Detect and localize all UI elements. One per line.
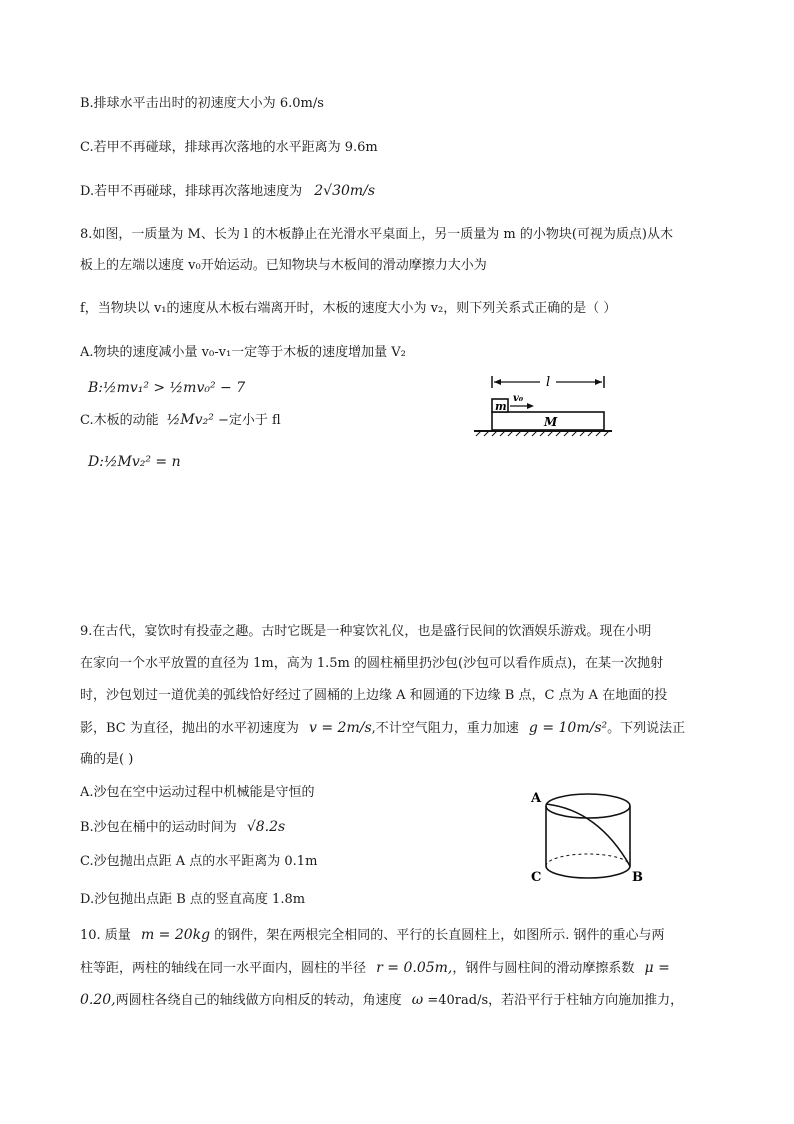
q10-stem-1a: 10. 质量 <box>80 928 131 943</box>
q9-stem-line-3: 时，沙包划过一道优美的弧线恰好经过了圆桶的上边缘 A 和圆通的下边缘 B 点，C 点为 A 在地面的投 <box>80 688 668 703</box>
q9-option-a: A.沙包在空中运动过程中机械能是守恒的 <box>80 785 315 800</box>
q9-option-b <box>80 817 285 838</box>
q7-option-d-text: D.若甲不再碰球，排球再次落地速度为 <box>80 184 303 199</box>
q9-cylinder-figure <box>528 786 658 886</box>
q8-fig-velocity-label: v₀ <box>513 393 524 404</box>
q9-stem-line-2: 在家向一个水平放置的直径为 1m，高为 1.5m 的圆柱桶里扔沙包(沙包可以看作质点)，在某一次抛射 <box>80 656 664 671</box>
q8-stem-line-2: 板上的左端以速度 v₀开始运动。已知物块与木板间的滑动摩擦力大小为 <box>80 258 487 273</box>
q7-option-d-math: 2√30m/s <box>314 183 376 199</box>
q8-option-b: B:½mv₁² > ½mv₀² − 7 <box>88 380 246 396</box>
q7-option-c: C.若甲不再碰球，排球再次落地的水平距离为 9.6m <box>80 140 378 155</box>
q10-radius: r = 0.05m, <box>376 960 453 976</box>
q9-velocity: v = 2m/s <box>309 720 372 736</box>
q9-option-b-text: B.沙包在桶中的运动时间为 <box>80 820 237 835</box>
q9-stem-4a: 影，BC 为直径，抛出的水平初速度为 <box>80 721 299 736</box>
q10-mu-value: 0.20, <box>80 992 116 1008</box>
q9-stem-line-5: 确的是( ) <box>80 752 134 767</box>
q10-stem-3b: =40rad/s，若沿平行于柱轴方向施加推力， <box>427 993 684 1008</box>
q8-option-c-tail: −定小于 fl <box>217 413 281 428</box>
q8-option-a: A.物块的速度减小量 v₀-v₁一定等于木板的速度增加量 V₂ <box>80 345 406 360</box>
q7-option-d <box>80 181 375 202</box>
q8-option-d: D:½Mv₂² = n <box>88 454 181 470</box>
q8-board-figure <box>470 372 615 438</box>
q8-fig-block-label: m <box>495 400 507 413</box>
q8-option-c <box>80 410 281 431</box>
q10-stem-line-1 <box>80 925 665 946</box>
q9-stem-line-4 <box>80 718 685 739</box>
q9-stem-line-1: 9.在古代，宴饮时有投壶之趣。古时它既是一种宴饮礼仪，也是盛行民间的饮酒娱乐游戏。现在小明 <box>80 624 652 639</box>
q10-stem-line-2 <box>80 958 670 979</box>
q10-stem-3a: 两圆柱各绕自己的轴线做方向相反的转动，角速度 <box>115 993 402 1008</box>
q8-stem-line-3: f，当物块以 v₁的速度从木板右端离开时，木板的速度大小为 v₂，则下列关系式正确的是（ ） <box>80 301 617 316</box>
q9-fig-point-b: B <box>632 870 643 885</box>
q9-fig-point-c: C <box>531 870 542 885</box>
q9-gravity: g = 10m/s² <box>528 720 608 736</box>
q9-option-c: C.沙包抛出点距 A 点的水平距离为 0.1m <box>80 854 318 869</box>
q8-fig-board-label: M <box>544 415 558 429</box>
q10-stem-1b: 的钢件，架在两根完全相同的、平行的长直圆柱上，如图所示. 钢件的重心与两 <box>214 928 665 943</box>
q9-fig-point-a: A <box>531 791 542 806</box>
q9-option-d: D.沙包抛出点距 B 点的竖直高度 1.8m <box>80 892 306 907</box>
q10-mass: m = 20kg <box>140 927 211 943</box>
q10-omega: ω <box>411 992 424 1008</box>
q10-stem-2b: ，钢件与圆柱间的滑动摩擦系数 <box>452 961 635 976</box>
q7-option-b: B.排球水平击出时的初速度大小为 6.0m/s <box>80 96 324 111</box>
q10-mu: μ = <box>644 960 670 976</box>
q8-fig-length-label: l <box>546 375 551 390</box>
q9-stem-4b: ,不计空气阻力，重力加速 <box>371 721 519 736</box>
q8-stem-line-1: 8.如图，一质量为 M、长为 l 的木板静止在光滑水平桌面上，另一质量为 m 的小物块(可视为质点)从木 <box>80 227 674 242</box>
q8-option-c-math: ½Mv₂² <box>166 412 214 428</box>
q8-option-c-text: C.木板的动能 <box>80 413 159 428</box>
q9-option-b-math: √8.2s <box>246 819 286 835</box>
q10-stem-2a: 柱等距，两柱的轴线在同一水平面内，圆柱的半径 <box>80 961 367 976</box>
q10-stem-line-3 <box>80 990 683 1011</box>
q9-stem-4c: 。下列说法正 <box>607 721 686 736</box>
